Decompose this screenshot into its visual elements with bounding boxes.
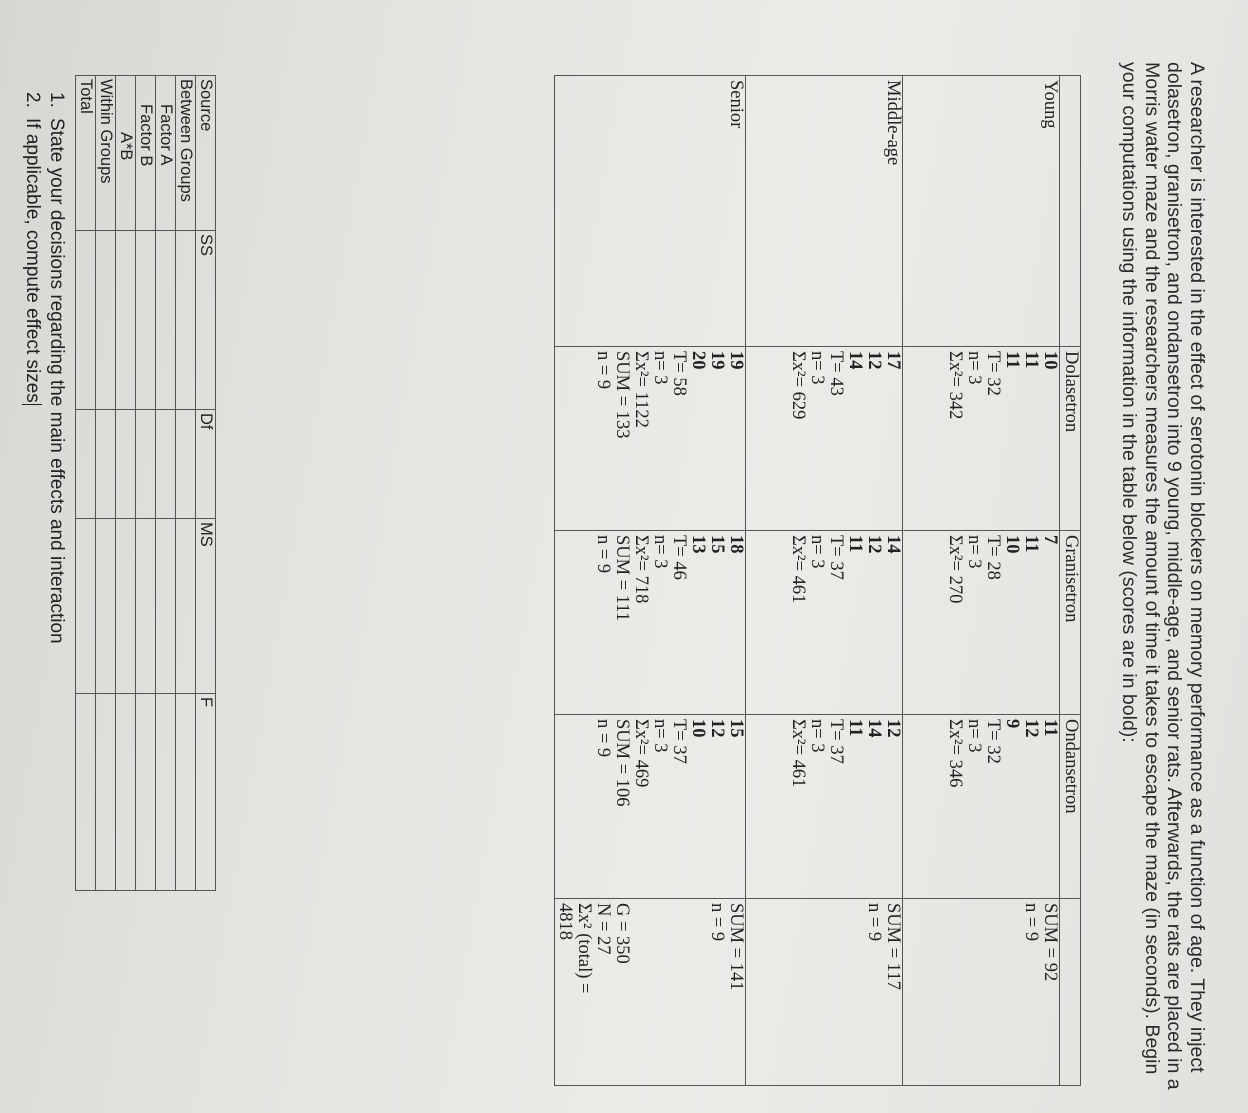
anova-ms-cell[interactable]: [116, 519, 136, 694]
grand-n: N = 27: [593, 903, 613, 955]
cell-young-ondansetron: [903, 715, 1060, 899]
anova-header-f: F: [196, 694, 216, 891]
stat-sum-squares: Σx²= 461: [788, 535, 808, 604]
anova-ss-cell[interactable]: [76, 231, 96, 410]
score: 19: [707, 351, 727, 370]
score: 11: [845, 535, 865, 553]
anova-header-ms: MS: [196, 519, 216, 694]
header-granisetron: Granisetron: [1060, 531, 1081, 715]
anova-f-cell[interactable]: [96, 694, 116, 891]
row-label-middle-age: Middle-age: [746, 76, 903, 347]
row-n: n = 9: [1021, 903, 1041, 942]
stat-total: T= 58: [669, 351, 689, 396]
cell-young-dolasetron: [903, 347, 1060, 531]
score: 11: [1002, 351, 1022, 369]
score: 12: [864, 351, 884, 370]
cell-middle-granisetron: [746, 531, 903, 715]
row-n: n = 9: [707, 903, 727, 942]
score: 11: [1021, 535, 1041, 553]
score: 11: [1021, 351, 1041, 369]
cell-young-sum: [903, 899, 1060, 1086]
anova-df-cell[interactable]: [136, 410, 156, 519]
stat-total: T= 32: [983, 351, 1003, 396]
score: 15: [726, 719, 746, 738]
text-cursor: [22, 404, 42, 405]
stat-total: T= 37: [826, 535, 846, 580]
column-sum: SUM = 133: [612, 351, 632, 439]
question-number: 1.: [46, 92, 67, 108]
stat-sum-squares: Σx²= 270: [945, 535, 965, 604]
anova-header-source: Source: [196, 76, 216, 231]
stat-n: n= 3: [650, 351, 670, 385]
stat-n: n= 3: [807, 351, 827, 385]
stat-total: T= 46: [669, 535, 689, 580]
score: 10: [1040, 351, 1060, 370]
stat-total: T= 43: [826, 351, 846, 396]
stat-sum-squares: Σx²= 469: [631, 719, 651, 788]
anova-header-df: Df: [196, 410, 216, 519]
anova-ss-cell[interactable]: [156, 231, 176, 410]
anova-df-cell[interactable]: [176, 410, 196, 519]
anova-row-interaction: [116, 76, 136, 891]
anova-f-cell[interactable]: [116, 694, 136, 891]
row-label-young: Young: [903, 76, 1060, 347]
anova-source-label: Between Groups: [176, 76, 196, 231]
stat-total: T= 37: [669, 719, 689, 764]
anova-source-label: Factor A: [156, 76, 176, 231]
anova-f-cell[interactable]: [156, 694, 176, 891]
score: 19: [726, 351, 746, 370]
stat-n: n= 3: [807, 535, 827, 569]
cell-senior-sum: [555, 899, 746, 1086]
score: 12: [883, 719, 903, 738]
anova-row-factor-a: [156, 76, 176, 891]
score: 15: [707, 535, 727, 554]
cell-young-granisetron: [903, 531, 1060, 715]
anova-f-cell[interactable]: [136, 694, 156, 891]
stat-sum-squares: Σx²= 629: [788, 351, 808, 420]
stat-n: n= 3: [650, 719, 670, 753]
question-text: State your decisions regarding the main effects and interaction: [46, 118, 67, 644]
question-item: [44, 92, 68, 992]
anova-header-row: [196, 76, 216, 891]
stat-sum-squares: Σx²= 346: [945, 719, 965, 788]
spacer: [631, 903, 707, 1081]
anova-f-cell[interactable]: [176, 694, 196, 891]
score: 13: [688, 535, 708, 554]
data-table-header-row: [1060, 76, 1081, 1086]
stat-total: T= 28: [983, 535, 1003, 580]
anova-ms-cell[interactable]: [156, 519, 176, 694]
grand-sum-squares-value: 4818: [555, 903, 575, 940]
question-item: [20, 92, 44, 992]
row-middle-age: [746, 76, 903, 1086]
stat-sum-squares: Σx²= 342: [945, 351, 965, 420]
anova-header-ss: SS: [196, 231, 216, 410]
cell-middle-dolasetron: [746, 347, 903, 531]
anova-f-cell[interactable]: [76, 694, 96, 891]
question-number: 2.: [22, 92, 43, 108]
data-table: [554, 75, 1081, 1086]
header-sum: [1060, 899, 1081, 1086]
anova-row-factor-b: [136, 76, 156, 891]
score: 14: [864, 719, 884, 738]
score: 10: [688, 719, 708, 738]
row-label-senior: Senior: [555, 76, 746, 347]
stat-n: n= 3: [964, 351, 984, 385]
row-senior: [555, 76, 746, 1086]
score: 12: [864, 535, 884, 554]
anova-row-total: [76, 76, 96, 891]
column-sum: SUM = 106: [612, 719, 632, 807]
stat-n: n= 3: [964, 719, 984, 753]
grand-sum-squares-label: Σx² (total) =: [574, 903, 594, 994]
question-text: If applicable, compute effect sizes: [22, 118, 43, 403]
cell-senior-ondansetron: [555, 715, 746, 899]
anova-ms-cell[interactable]: [76, 519, 96, 694]
column-n: n = 9: [593, 351, 613, 390]
score: 11: [1040, 719, 1060, 737]
anova-source-label: Total: [76, 76, 96, 231]
anova-ss-cell[interactable]: [136, 231, 156, 410]
score: 12: [707, 719, 727, 738]
cell-middle-ondansetron: [746, 715, 903, 899]
anova-ss-cell[interactable]: [116, 231, 136, 410]
intro-text: A researcher is interested in the effect of serotonin blockers on memory performance as a function of age. They inject dolasetron, granisetron, and ondansetron into 9 young, middle-age, and senior rats. Afterwards, the rats are placed in a Morris water maze and the researchers measures the amount of time it takes to escape the maze (in seconds). Begin your computations using the information in the table below (scores are in bold):: [1118, 62, 1208, 1090]
anova-df-cell[interactable]: [156, 410, 176, 519]
column-n: n = 9: [593, 535, 613, 574]
stat-total: T= 37: [826, 719, 846, 764]
grand-total: G = 350: [612, 903, 632, 964]
anova-ss-cell[interactable]: [176, 231, 196, 410]
anova-ms-cell[interactable]: [136, 519, 156, 694]
score: 20: [688, 351, 708, 370]
score: 14: [845, 351, 865, 370]
stat-sum-squares: Σx²= 718: [631, 535, 651, 604]
anova-source-label: A*B: [116, 76, 136, 231]
anova-source-label: Within Groups: [96, 76, 116, 231]
header-ondansetron: Ondansetron: [1060, 715, 1081, 899]
header-dolasetron: Dolasetron: [1060, 347, 1081, 531]
row-young: [903, 76, 1060, 1086]
score: 17: [883, 351, 903, 370]
anova-ss-cell[interactable]: [96, 231, 116, 410]
stat-sum-squares: Σx²= 1122: [631, 351, 651, 428]
intro-paragraph: [1118, 62, 1208, 1102]
score: 18: [726, 535, 746, 554]
anova-row-within: [96, 76, 116, 891]
cell-middle-sum: [746, 899, 903, 1086]
anova-row-between: [176, 76, 196, 891]
cell-senior-granisetron: [555, 531, 746, 715]
anova-ms-cell[interactable]: [96, 519, 116, 694]
stat-n: n= 3: [650, 535, 670, 569]
row-n: n = 9: [864, 903, 884, 942]
column-n: n = 9: [593, 719, 613, 758]
score: 7: [1040, 535, 1060, 545]
score: 9: [1002, 719, 1022, 729]
score: 11: [845, 719, 865, 737]
score: 12: [1021, 719, 1041, 738]
score: 10: [1002, 535, 1022, 554]
anova-source-label: Factor B: [136, 76, 156, 231]
anova-df-cell[interactable]: [76, 410, 96, 519]
anova-summary-table: [75, 75, 216, 891]
anova-df-cell[interactable]: [116, 410, 136, 519]
row-sum: SUM = 117: [883, 903, 903, 990]
row-sum: SUM = 92: [1040, 903, 1060, 982]
question-list: [20, 92, 68, 992]
row-sum: SUM = 141: [726, 903, 746, 991]
stat-n: n= 3: [964, 535, 984, 569]
anova-df-cell[interactable]: [96, 410, 116, 519]
stat-total: T= 32: [983, 719, 1003, 764]
stat-sum-squares: Σx²= 461: [788, 719, 808, 788]
corner-cell: [1060, 76, 1081, 347]
column-sum: SUM = 111: [612, 535, 632, 622]
stat-n: n= 3: [807, 719, 827, 753]
score: 14: [883, 535, 903, 554]
anova-ms-cell[interactable]: [176, 519, 196, 694]
cell-senior-dolasetron: [555, 347, 746, 531]
